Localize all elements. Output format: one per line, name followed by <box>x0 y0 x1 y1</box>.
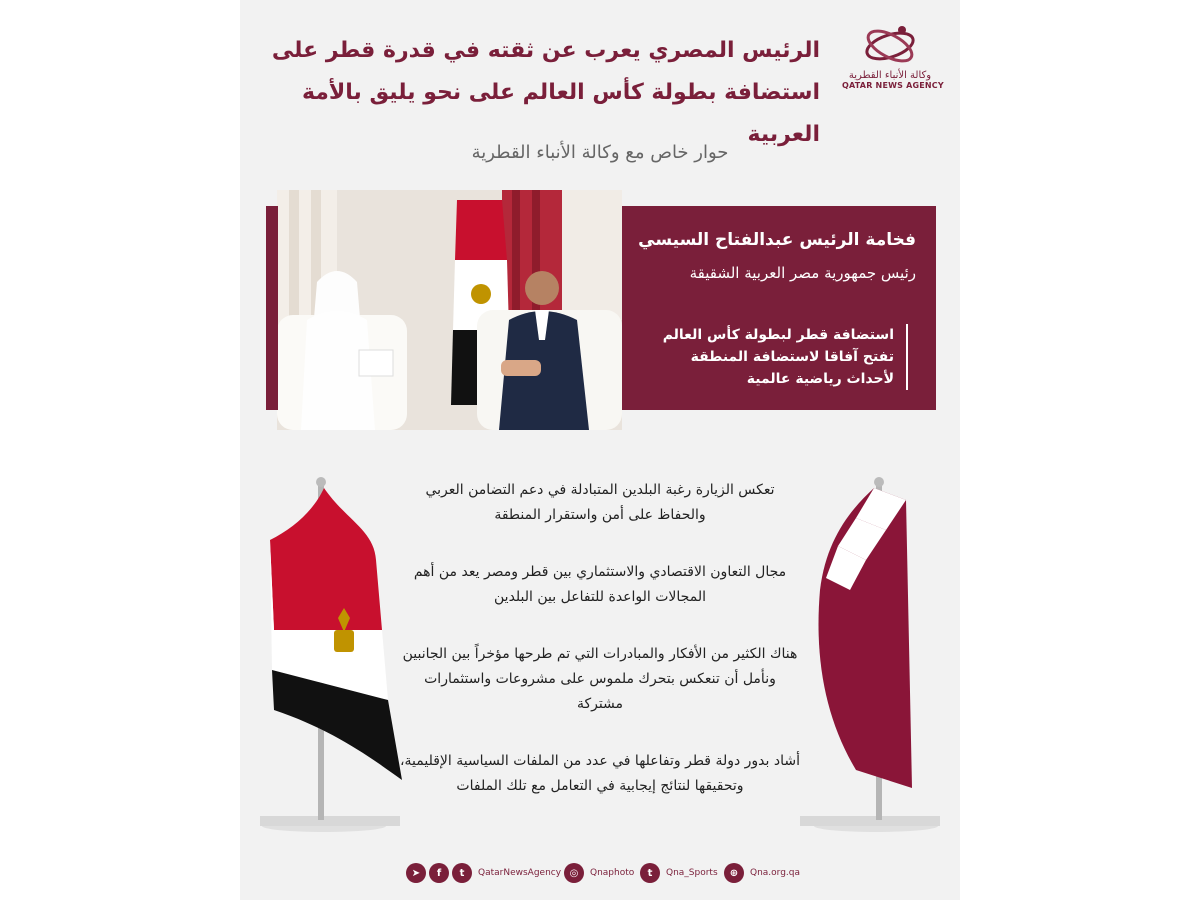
footer-sports[interactable] <box>640 860 718 886</box>
social-footer <box>240 860 960 886</box>
facebook-icon[interactable]: f <box>429 863 449 883</box>
egypt-flag-icon <box>254 470 414 844</box>
key-points <box>400 478 800 831</box>
subheading: حوار خاص مع وكالة الأنباء القطرية <box>471 142 729 163</box>
qna-logo <box>842 22 944 90</box>
headline <box>260 30 820 156</box>
logo-arabic-name: وكالة الأنباء القطرية <box>848 70 932 81</box>
qatar-flag-icon <box>786 470 946 844</box>
meeting-photo <box>277 190 622 430</box>
twitter-icon[interactable]: t <box>452 863 472 883</box>
telegram-icon[interactable]: ➤ <box>406 863 426 883</box>
twitter-icon[interactable]: t <box>640 863 660 883</box>
footer-news-agency[interactable] <box>406 860 561 886</box>
president-title: رئيس جمهورية مصر العربية الشقيقة <box>689 264 916 282</box>
globe-icon[interactable]: ⊕ <box>724 863 744 883</box>
key-point: تعكس الزيارة رغبة البلدين المتبادلة في دعم التضامن العربي والحفاظ على أمن واستقرار المنطقة <box>425 482 775 523</box>
footer-photo[interactable] <box>564 860 634 886</box>
headline-line-2: استضافة بطولة كأس العالم على نحو يليق بالأمة العربية <box>301 80 820 147</box>
website-url[interactable]: Qna.org.qa <box>750 868 801 878</box>
key-point: هناك الكثير من الأفكار والمبادرات التي تم طرحها مؤخراً بين الجانبين ونأمل أن تنعكس بتحرك ملموس على مشروعات واستثمارات مشتركة <box>402 646 798 712</box>
sports-handle[interactable]: Qna_Sports <box>666 868 718 878</box>
infobox-tab <box>266 206 278 410</box>
logo-english-name: QATAR NEWS AGENCY <box>842 81 944 90</box>
qna-logo-icon <box>860 22 920 68</box>
photo-handle[interactable]: Qnaphoto <box>590 868 635 878</box>
footer-website[interactable] <box>724 860 800 886</box>
key-point: مجال التعاون الاقتصادي والاستثماري بين قطر ومصر يعد من أهم المجالات الواعدة للتفاعل بين البلدين <box>413 564 787 605</box>
news-agency-handle[interactable]: QatarNewsAgency <box>478 868 562 878</box>
quote-box <box>622 206 936 410</box>
key-point: أشاد بدور دولة قطر وتفاعلها في عدد من الملفات السياسية الإقليمية، وتحقيقها لنتائج إيجابية في التعامل مع تلك الملفات <box>400 753 800 794</box>
headline-line-1: الرئيس المصري يعرب عن ثقته في قدرة قطر على <box>271 38 820 63</box>
infographic-poster <box>240 0 960 900</box>
president-quote: استضافة قطر لبطولة كأس العالم تفتح آفاقا لاستضافة المنطقة لأحداث رياضية عالمية <box>644 324 908 390</box>
instagram-icon[interactable]: ◎ <box>564 863 584 883</box>
president-name: فخامة الرئيس عبدالفتاح السيسي <box>638 230 916 250</box>
